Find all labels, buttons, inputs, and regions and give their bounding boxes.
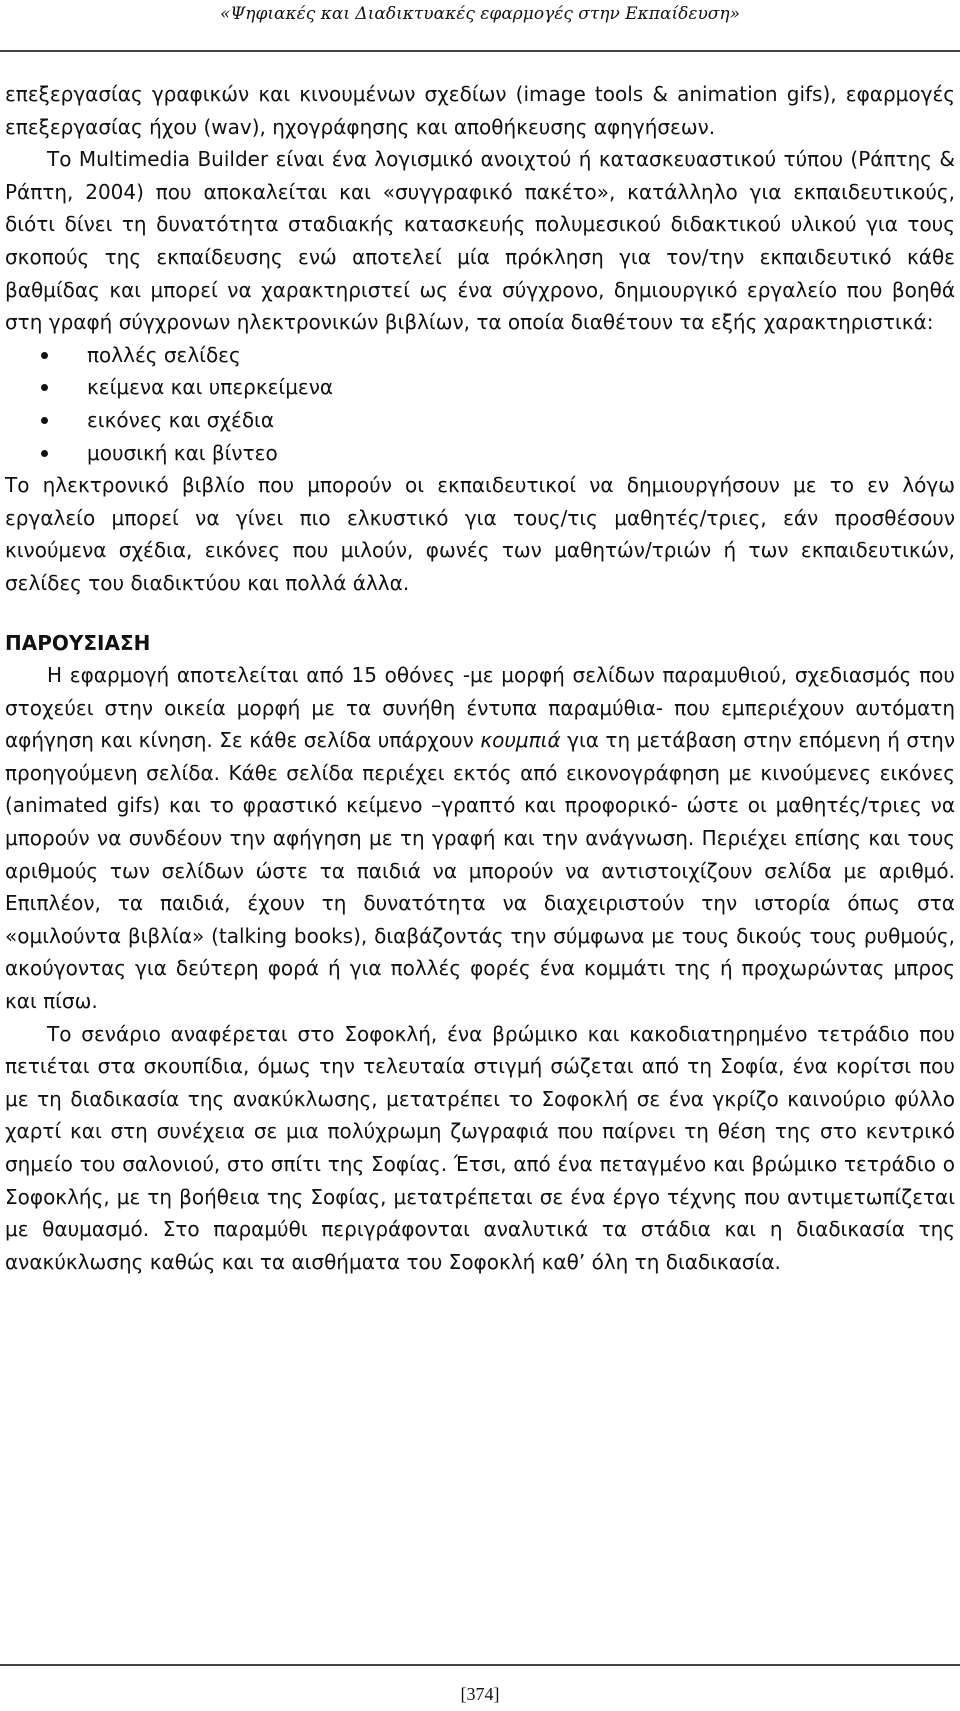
list-item bbox=[5, 437, 955, 470]
header-divider bbox=[0, 50, 960, 52]
list-item-text: μουσική και βίντεο bbox=[87, 440, 278, 465]
paragraph-presentation bbox=[5, 659, 955, 1018]
features-list bbox=[5, 339, 955, 469]
section-heading: ΠΑΡΟΥΣΙΑΣΗ bbox=[5, 630, 151, 655]
list-item bbox=[5, 404, 955, 437]
running-header: «Ψηφιακές και Διαδικτυακές εφαρμογές στην Εκπαίδευση» bbox=[219, 4, 740, 24]
page-number: [374] bbox=[460, 1684, 500, 1704]
list-item bbox=[5, 371, 955, 404]
list-item bbox=[5, 339, 955, 372]
paragraph-text: για τη μετάβαση στην επόμενη ή στην προηγούμενη σελίδα. Κάθε σελίδα περιέχει εκτός από εικονογράφηση με κινούμενες εικόνες (animated gifs) και το φραστικό κείμενο –γραπτό και προφορικό- ώστε οι μαθητές/τριες να μπορούν να συνδέουν την αφήγηση με τη γραφή και την ανάγνωση. Περιέχει επίσης και τους αριθμούς των σελίδων ώστε τα παιδιά να μπορούν να αντιστοιχίζουν σελίδα με αριθμό. Επιπλέον, τα παιδιά, έχουν τη δυνατότητα να διαχειριστούν την ιστορία όπως στα «ομιλούντα βιβλία» (talking books), διαβάζοντάς την σύμφωνα με τους δικούς τους ρυθμούς, ακούγοντας για δεύτερη φορά ή για πολλές φορές ένα κομμάτι της ή προχωρώντας μπρος και πίσω. bbox=[5, 728, 955, 1014]
list-item-text: κείμενα και υπερκείμενα bbox=[87, 375, 334, 400]
list-item-text: εικόνες και σχέδια bbox=[87, 407, 275, 432]
bullet-icon bbox=[41, 417, 48, 424]
emphasized-text: κουμπιά bbox=[480, 728, 561, 753]
bullet-icon bbox=[41, 384, 48, 391]
page-body bbox=[5, 78, 955, 1278]
bullet-icon bbox=[41, 450, 48, 457]
paragraph-text: Η εφαρμογή αποτελείται από 15 οθόνες -με μορφή σελίδων παραμυθιού, σχεδιασμός που στοχεύει στην οικεία μορφή με τα συνήθη έντυπα παραμύθια- που εμπεριέχουν αυτόματη αφήγηση και κίνηση. Σε κάθε σελίδα υπάρχουν bbox=[5, 663, 955, 753]
paragraph-scenario: Το σενάριο αναφέρεται στο Σοφοκλή, ένα βρώμικο και κακοδιατηρημένο τετράδιο που πετιέται στα σκουπίδια, όμως την τελευταία στιγμή σώζεται από τη Σοφία, ένα κορίτσι που με τη διαδικασία της ανακύκλωσης, μετατρέπει το Σοφοκλή σε ένα γκρίζο καινούριο φύλλο χαρτί και στη συνέχεια σε μια πολύχρωμη ζωγραφιά που παίρνει τη θέση της στο κεντρικό σημείο του σαλονιού, στο σπίτι της Σοφίας. Έτσι, από ένα πεταγμένο και βρώμικο τετράδιο ο Σοφοκλής, με τη βοήθεια της Σοφίας, μετατρέπεται σε ένα έργο τέχνης που αντιμετωπίζεται με θαυμασμό. Στο παραμύθι περιγράφονται αναλυτικά τα στάδια και η διαδικασία της ανακύκλωσης καθώς και τα αισθήματα του Σοφοκλή καθ’ όλη τη διαδικασία. bbox=[5, 1021, 955, 1274]
paragraph-continuation: επεξεργασίας γραφικών και κινουμένων σχεδίων (image tools & animation gifs), εφαρμογές επεξεργασίας ήχου (wav), ηχογράφησης και αποθήκευσης αφηγήσεων. bbox=[5, 82, 955, 139]
paragraph-multimedia-builder: Το Multimedia Builder είναι ένα λογισμικό ανοιχτού ή κατασκευαστικού τύπου (Ράπτης & Ράπτη, 2004) που αποκαλείται και «συγγραφικό πακέτο», κατάλληλο για εκπαιδευτικούς, διότι δίνει τη δυνατότητα σταδιακής κατασκευής πολυμεσικού διδακτικού υλικού για τους σκοπούς της εκπαίδευσης ενώ αποτελεί μία πρόκληση για τον/την εκπαιδευτικό κάθε βαθμίδας και μπορεί να χαρακτηριστεί ως ένα σύγχρονο, δημιουργικό εργαλείο που βοηθά στη γραφή σύγχρονων ηλεκτρονικών βιβλίων, τα οποία διαθέτουν τα εξής χαρακτηριστικά: bbox=[5, 147, 955, 335]
bullet-icon bbox=[41, 352, 48, 359]
footer-divider bbox=[0, 1664, 960, 1666]
list-item-text: πολλές σελίδες bbox=[87, 342, 241, 367]
paragraph-ebook: Το ηλεκτρονικό βιβλίο που μπορούν οι εκπαιδευτικοί να δημιουργήσουν με το εν λόγω εργαλείο μπορεί να γίνει πιο ελκυστικό για τους/τις μαθητές/τριες, εάν προσθέσουν κινούμενα σχέδια, εικόνες που μιλούν, φωνές των μαθητών/τριών ή των εκπαιδευτικών, σελίδες του διαδικτύου και πολλά άλλα. bbox=[5, 473, 955, 595]
